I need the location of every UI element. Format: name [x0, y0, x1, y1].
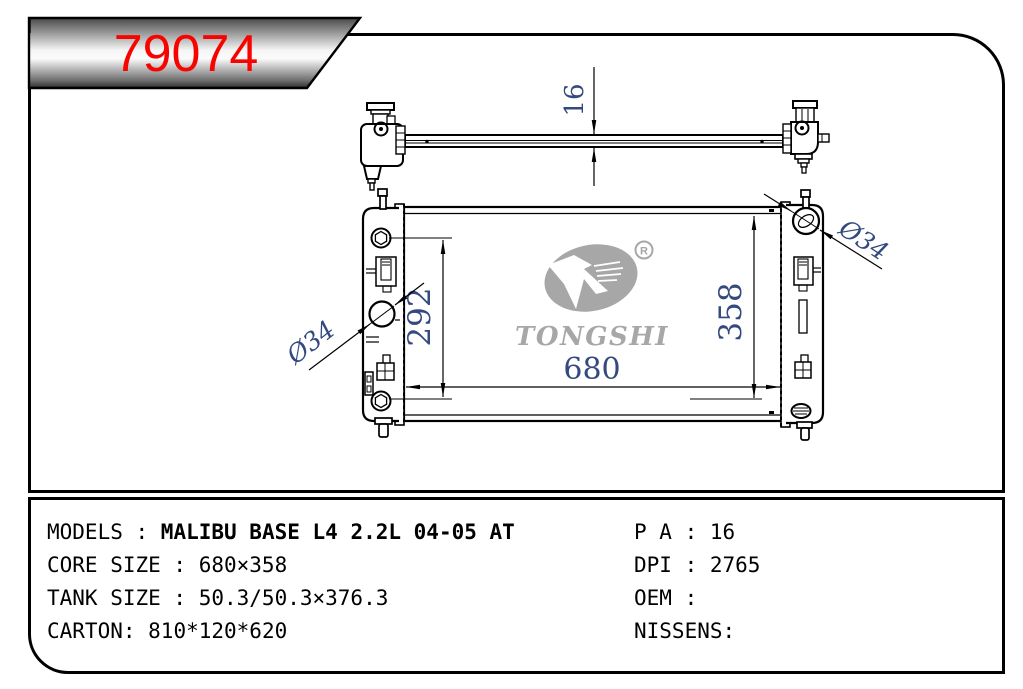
thickness-dimension	[560, 67, 594, 186]
spec-value: 810*120*620	[148, 619, 288, 643]
left-tank	[363, 189, 404, 437]
front-view-drawing	[280, 189, 893, 440]
spec-row-dpi	[634, 549, 760, 582]
spec-value: 50.3/50.3×376.3	[198, 586, 389, 610]
spec-label: OEM :	[634, 586, 710, 610]
logo-brand-text: TONGSHI	[515, 322, 669, 352]
spec-label: DPI :	[634, 553, 710, 577]
spec-column-right	[634, 516, 760, 648]
top-view-drawing	[361, 67, 829, 190]
spec-label: CARTON:	[47, 619, 149, 643]
dim-port-right-label: Ø34	[833, 213, 894, 267]
dim-thickness-label: 16	[560, 83, 590, 117]
spec-row-oem	[634, 582, 760, 615]
dim-358-label: 358	[713, 282, 749, 342]
dim-680-label: 680	[563, 352, 621, 387]
part-number-banner	[29, 17, 360, 88]
spec-row-nissens	[634, 615, 760, 648]
spec-row-tank-size	[47, 582, 515, 615]
spec-value: 16	[709, 520, 736, 544]
spec-value: MALIBU BASE L4 2.2L 04-05 AT	[160, 520, 515, 544]
top-view-core-bar	[405, 135, 783, 147]
dim-port-left-label: Ø34	[281, 314, 341, 370]
spec-label: MODELS :	[47, 520, 161, 544]
spec-label: NISSENS:	[634, 619, 736, 643]
spec-row-models	[47, 516, 515, 549]
spec-row-pa	[634, 516, 760, 549]
registered-trademark-letter: R	[640, 245, 648, 258]
spec-column-left	[47, 516, 515, 648]
spec-row-core-size	[47, 549, 515, 582]
spec-row-carton	[47, 615, 515, 648]
spec-value: 680×358	[198, 553, 288, 577]
part-number: 79074	[113, 25, 259, 83]
top-view-left-tank	[361, 103, 405, 190]
spec-label: TANK SIZE :	[47, 586, 199, 610]
top-view-right-tank	[783, 101, 829, 173]
spec-value: 2765	[709, 553, 761, 577]
dim-292-label: 292	[402, 287, 438, 347]
spec-label: P A :	[634, 520, 710, 544]
spec-label: CORE SIZE :	[47, 553, 199, 577]
